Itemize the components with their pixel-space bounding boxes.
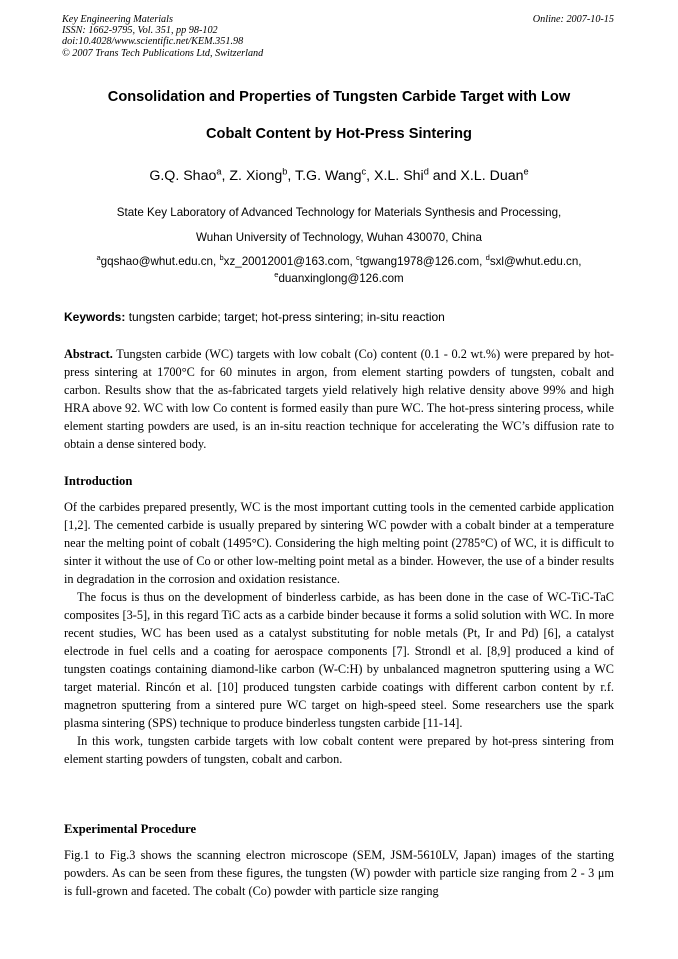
author-sup: d	[423, 166, 429, 177]
online-date: Online: 2007-10-15	[532, 14, 614, 25]
abstract-paragraph	[64, 345, 614, 453]
email-address: xz_20012001@163.com	[223, 255, 350, 268]
email-sup: d	[485, 253, 490, 263]
intro-paragraph-3: In this work, tungsten carbide targets with low cobalt content were prepared by hot-press sintering from element starting powders of tungsten, cobalt and carbon.	[64, 734, 614, 766]
email-sup: b	[219, 253, 224, 263]
email-line-1	[40, 255, 638, 268]
email-sup: a	[96, 253, 101, 263]
journal-name: Key Engineering Materials	[62, 14, 173, 25]
section-heading-introduction: Introduction	[64, 474, 133, 488]
email-sup: c	[355, 253, 360, 263]
intro-paragraph-1: Of the carbides prepared presently, WC is the most important cutting tools in the cemented carbide application [1,2]. The cemented carbide is usually prepared by sintering WC powder with a cobalt binder at a temperature near the melting point of cobalt (1495°C). Considering the high melting point (2785°C) of WC, it is difficult to sinter it without the use of Co or other low-melting point metal as a binder. However, the use of a binder results in degradation in the corrosion and oxidation resistance.	[64, 500, 614, 586]
author-name: Z. Xiong	[229, 168, 283, 184]
paper-title-line-2: Cobalt Content by Hot-Press Sintering	[206, 126, 472, 142]
journal-info	[62, 14, 263, 59]
author-sep: and	[428, 168, 461, 184]
abstract-label: Abstract.	[64, 347, 113, 361]
email-sup: e	[274, 270, 279, 280]
paper-title-line-1: Consolidation and Properties of Tungsten Carbide Target with Low	[107, 89, 571, 105]
email-address: tgwang1978@126.com	[359, 255, 480, 268]
journal-issn: ISSN: 1662-9795, Vol. 351, pp 98-102	[62, 25, 218, 37]
journal-doi: doi:10.4028/www.scientific.net/KEM.351.98	[62, 36, 244, 48]
experimental-paragraph-1: Fig.1 to Fig.3 shows the scanning electron microscope (SEM, JSM-5610LV, Japan) images of the starting powders. As can be seen from these figures, the tungsten (W) powder with particle size ranging from 2 - 3 μm is full-grown and faceted. The cobalt (Co) powder with particle size ranging	[64, 848, 614, 898]
email-address: duanxinglong@126.com	[278, 272, 404, 285]
abstract-text: Tungsten carbide (WC) targets with low cobalt (Co) content (0.1 - 0.2 wt.%) were prepared by hot-press sintering at 1700°C for 60 minutes in argon, from element starting powders of tungsten, cobalt and carbon. Results show that the as-fabricated targets yield relatively high relative density above 99% and high HRA above 92. WC with low Co content is formed easily than pure WC. The hot-press sintering process, while element starting powders are used, is an in-situ reaction technique for accelerating the WC’s diffusion rate to obtain a dense sintered body.	[64, 347, 614, 451]
email-address: gqshao@whut.edu.cn	[100, 255, 213, 268]
author-list	[40, 168, 638, 184]
abstract	[64, 345, 614, 453]
author-sep: ,	[366, 168, 375, 184]
section-heading-experimental: Experimental Procedure	[64, 822, 197, 836]
author-sep: ,	[221, 168, 230, 184]
keywords-text: tungsten carbide; target; hot-press sintering; in-situ reaction	[125, 310, 445, 324]
email-address: sxl@whut.edu.cn	[489, 255, 579, 268]
experimental-body	[64, 846, 614, 900]
keywords	[64, 310, 445, 324]
author-name: T.G. Wang	[295, 168, 362, 184]
author-sup: c	[361, 166, 367, 177]
author-sup: a	[216, 166, 222, 177]
author-sup: b	[282, 166, 288, 177]
author-name: G.Q. Shao	[149, 168, 217, 184]
email-sep: ,	[213, 255, 220, 268]
email-sep: ,	[349, 255, 356, 268]
email-sep: ,	[479, 255, 486, 268]
author-name: X.L. Shi	[374, 168, 424, 184]
journal-copyright: © 2007 Trans Tech Publications Ltd, Switzerland	[62, 47, 264, 59]
affiliation-line-1: State Key Laboratory of Advanced Technology for Materials Synthesis and Processing,	[116, 206, 562, 219]
intro-paragraph-2: The focus is thus on the development of binderless carbide, as has been done in the case of WC-TiC-TaC composites [3-5], in this regard TiC acts as a carbide binder because it forms a solid solution with WC. In more recent studies, WC has been used as a catalyst substituting for noble metals (Pt, Ir and Pd) [6], a catalyst electrode in fuel cells and a coating for aerospace components [7]. Strondl et al. [8,9] produced a kind of tungsten coatings containing diamond-like carbon (W-C:H) by unbalanced magnetron sputtering using a WC target material. Rincón et al. [10] produced tungsten carbide coatings with different carbon content by r.f. magnetron sputtering from a sintered pure WC target on high-speed steel. Some researchers use the spark plasma sintering (SPS) technique to produce binderless tungsten carbide [11-14].	[64, 590, 614, 730]
author-sup: e	[523, 166, 529, 177]
email-line-2	[40, 272, 638, 285]
author-sep: ,	[287, 168, 296, 184]
email-sep: ,	[578, 255, 582, 268]
affiliation-line-2: Wuhan University of Technology, Wuhan 430070, China	[196, 231, 482, 244]
keywords-label: Keywords:	[64, 310, 126, 324]
introduction-body	[64, 498, 614, 768]
author-name: X.L. Duan	[460, 168, 524, 184]
